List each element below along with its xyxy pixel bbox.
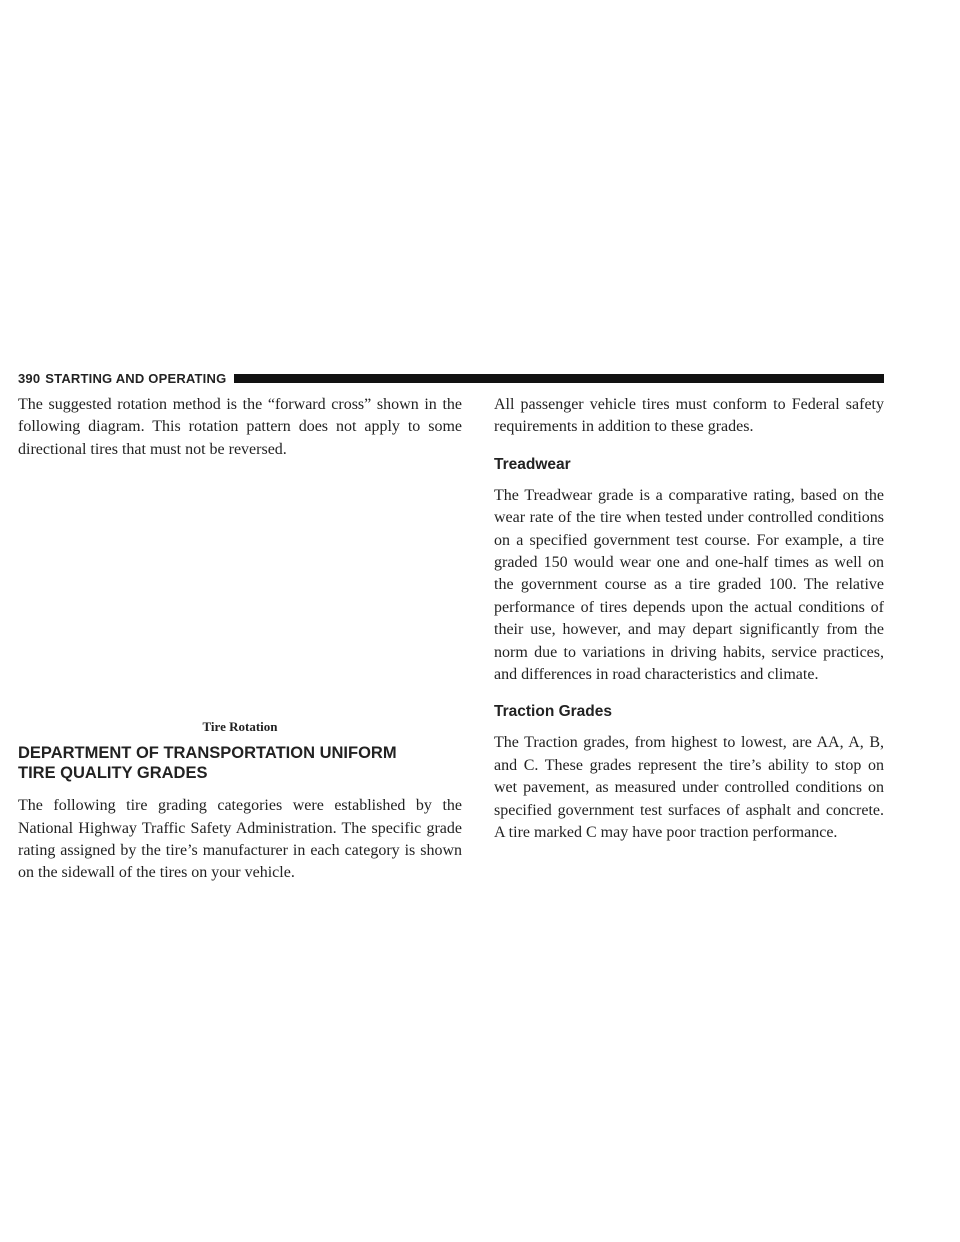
federal-paragraph: All passenger vehicle tires must conform to Federal safety requirements in addition to these grades.	[494, 396, 884, 436]
header-rule	[234, 374, 884, 383]
treadwear-paragraph: The Treadwear grade is a comparative rating, based on the wear rate of the tire when tested under controlled conditions on a specified government test course. For example, a tire graded 150 would wear one and one-half times as well on the government course as a tire graded 100. The relative performance of tires depends upon the actual conditions of their use, however, and may depart significantly from the norm due to variations in driving habits, service practices, and differences in road characteristics and climate.	[494, 486, 884, 684]
figure-caption: Tire Rotation	[202, 719, 278, 735]
page-number: 390	[18, 370, 41, 386]
treadwear-heading: Treadwear	[494, 455, 571, 473]
page-header	[18, 370, 884, 386]
grading-paragraph: The following tire grading categories were established by the National Highway Traffic Safety Administration. The specific grade rating assigned by the tire’s manufacturer in each category is shown on the sidewall of the tires on your vehicle.	[18, 797, 462, 882]
traction-heading: Traction Grades	[494, 703, 613, 721]
right-column	[494, 394, 884, 859]
dot-heading-line2: TIRE QUALITY GRADES	[18, 764, 208, 783]
tire-rotation-figure	[18, 475, 462, 735]
section-title: STARTING AND OPERATING	[45, 370, 227, 386]
dot-heading	[18, 743, 462, 783]
intro-paragraph: The suggested rotation method is the “forward cross” shown in the following diagram. This rotation pattern does not apply to some directional tires that must not be reversed.	[18, 396, 462, 458]
left-column	[18, 394, 462, 899]
traction-paragraph: The Traction grades, from highest to lowest, are AA, A, B, and C. These grades represent the tire’s ability to stop on wet pavement, as measured under controlled conditions on specified government test surfaces of asphalt and concrete. A tire marked C may have poor traction performance.	[494, 734, 884, 842]
dot-heading-line1: DEPARTMENT OF TRANSPORTATION UNIFORM	[18, 744, 397, 763]
